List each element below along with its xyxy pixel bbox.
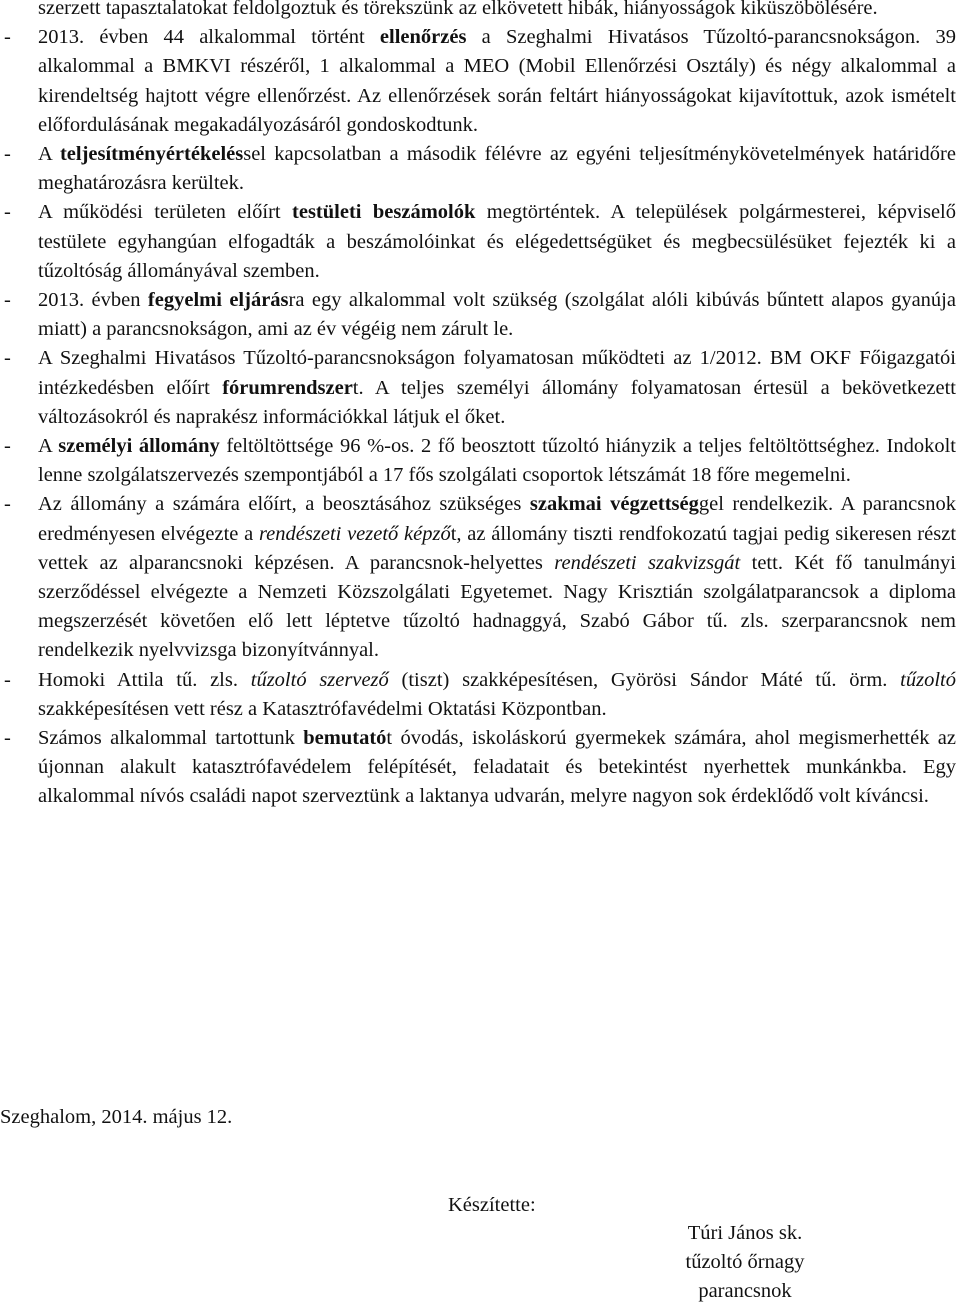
text-run: A Szeghalmi Hivatásos Tűzoltó-parancsnokságon folyamatosan működteti az 1/2012. BM OKF Főigazgatói intézkedésben előírt — [38, 347, 956, 399]
text-run: 2013. évben 44 alkalommal történt — [38, 26, 380, 49]
bullet-paragraph — [4, 344, 956, 432]
text-run: megtörténtek. A települések polgármesterei, képviselő testülete egyhangúan elfogadták a beszámolóinkat és elégedettségüket és megbecsülésüket fejezték ki a tűzoltóság állományával szemben. — [38, 201, 956, 282]
text-run: Az állomány a számára előírt, a beosztásához szükséges — [38, 493, 530, 516]
bold-text: fegyelmi eljárás — [147, 289, 289, 312]
bullet-dash: - — [4, 143, 11, 166]
text-run: (tiszt) szakképesítésen, Györösi Sándor Máté tű. örm. — [388, 668, 901, 691]
italic-text: rendészeti szakvizsgát — [554, 551, 741, 574]
bold-text: szakmai végzettség — [529, 493, 699, 516]
signer-title: parancsnok — [698, 1280, 792, 1302]
bullet-paragraph — [4, 432, 956, 490]
bold-text: teljesítményértékelés — [59, 143, 244, 166]
bullet-paragraph — [4, 140, 956, 198]
text-run: t. A teljes személyi állomány folyamatosan értesül a bekövetkezett változásokról és naprakész információkkal látjuk el őket. — [38, 376, 956, 428]
bold-text: ellenőrzés — [379, 26, 467, 49]
text-run: A — [38, 435, 59, 458]
text-run: t, az állomány tiszti rendfokozatú tagjai pedig sikeresen részt vettek az alparancsnoki képzésen. A parancsnok-helyettes — [38, 522, 957, 574]
bullet-dash: - — [4, 493, 11, 516]
signer-name: Túri János sk. — [687, 1222, 803, 1244]
bullet-paragraph — [4, 490, 957, 665]
bullet-dash: - — [4, 668, 11, 691]
text-run: A működési területen előírt — [38, 201, 293, 224]
text-run: A — [38, 143, 60, 166]
signer-rank: tűzoltó őrnagy — [685, 1251, 805, 1273]
bullet-dash: - — [4, 727, 11, 750]
bullet-paragraph — [4, 724, 956, 812]
italic-text: rendészeti vezető képző — [258, 522, 451, 545]
place-and-date: Szeghalom, 2014. május 12. — [0, 1106, 233, 1128]
italic-text: tűzoltó — [900, 668, 956, 691]
text-run: Homoki Attila tű. zls. — [38, 668, 251, 691]
text-run: t óvodás, iskoláskorú gyermekek számára, ahol megismerhették az újonnan alakult katasztrófavédelem felépítését, feladatait és betekintést nyerhettek munkánkba. Egy alkalommal nívós családi napot szerveztünk a laktanya udvarán, melyre nagyon sok érdeklődő volt kíváncsi. — [38, 727, 956, 808]
text-run: szerzett tapasztalatokat feldolgoztuk és törekszünk az elkövetett hibák, hiányosságok kiküszöbölésére. — [38, 0, 878, 19]
bold-text: testületi beszámolók — [292, 201, 476, 224]
text-run: sel kapcsolatban a második félévre az egyéni teljesítménykövetelmények határidőre meghatározásra kerültek. — [38, 143, 956, 195]
text-run: 2013. évben — [38, 289, 148, 312]
prepared-by-label: Készítette: — [448, 1194, 536, 1216]
text-run: ra egy alkalommal volt szükség (szolgálat alóli kibúvás bűntett alapos gyanúja miatt) a parancsnokságon, ami az év végéig nem zárult le. — [38, 289, 956, 341]
bullet-paragraph — [4, 198, 956, 286]
bullet-dash: - — [4, 201, 11, 224]
bullet-dash: - — [4, 26, 11, 49]
italic-text: tűzoltó szervező — [250, 668, 389, 691]
bullet-paragraph — [4, 286, 956, 344]
paragraph — [38, 0, 956, 23]
text-run: feltöltöttsége 96 %-os. 2 fő beosztott tűzoltó hiányzik a teljes feltöltöttséghez. Indokolt lenne szolgálatszervezés szempontjából a 17 fős szolgálati csoportok létszámát 18 főre megemelni. — [38, 435, 956, 487]
bold-text: bemutató — [303, 727, 387, 750]
bold-text: személyi állomány — [58, 435, 220, 458]
text-run: a Szeghalmi Hivatásos Tűzoltó-parancsnokságon. 39 alkalommal a BMKVI részéről, 1 alkalommal a MEO (Mobil Ellenőrzési Osztály) és négy alkalommal a kirendeltség hajtott végre ellenőrzést. Az ellenőrzések során feltárt hiányosságokat kijavítottuk, azok ismételt előfordulásának megakadályozásáról gondoskodtunk. — [38, 26, 956, 136]
bullet-dash: - — [4, 289, 11, 312]
text-run: Számos alkalommal tartottunk — [38, 727, 304, 750]
bold-text: fórumrendszer — [222, 376, 353, 399]
text-run: szakképesítésen vett rész a Katasztrófavédelmi Oktatási Központban. — [38, 697, 607, 720]
text-run: tett. Két fő tanulmányi szerződéssel elvégezte a Nemzeti Közszolgálati Egyetemet. Nagy Krisztián szolgálatparancsok a diploma megszerzését követően elő lett léptetve tűzoltó hadnaggyá, Szabó Gábor tű. zls. szerparancsnok nem rendelkezik nyelvvizsga bizonyítvánnyal. — [38, 551, 956, 662]
text-run: gel rendelkezik. A parancsnok eredményesen elvégezte a — [38, 493, 957, 545]
bullet-dash: - — [4, 435, 11, 458]
bullet-paragraph — [4, 666, 956, 724]
signature-block — [660, 1219, 830, 1306]
bullet-paragraph — [4, 23, 956, 140]
bullet-dash: - — [4, 347, 11, 370]
